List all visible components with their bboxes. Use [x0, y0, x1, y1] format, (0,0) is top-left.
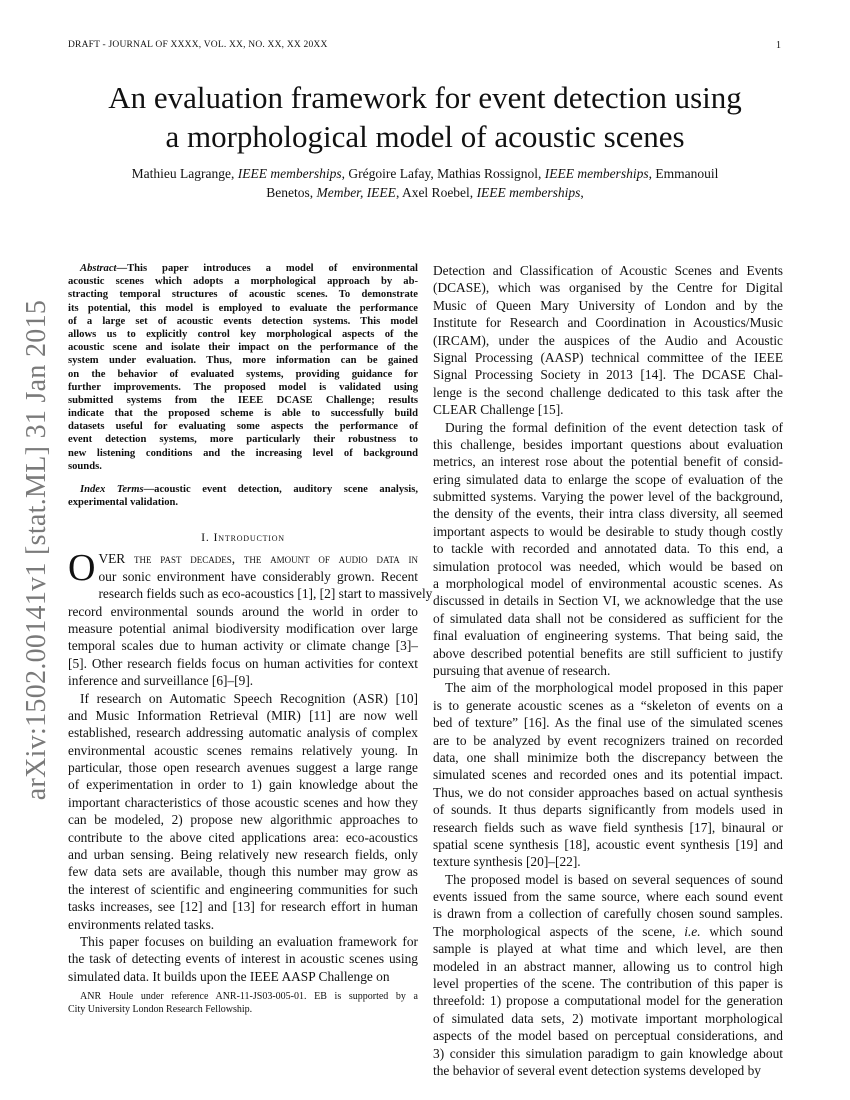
- text-line: final evaluation of engineering systems. That being said, the: [433, 628, 783, 644]
- paragraph: [433, 871, 783, 1080]
- text-line: texture synthesis [20]–[22].: [433, 854, 581, 870]
- text-line: CLEAR Challenge [15].: [433, 402, 564, 418]
- text-line: events issued from the same source, where each sound event: [433, 889, 783, 905]
- text-line: is drawn from a collection of carefully chosen sound samples.: [433, 906, 783, 922]
- author-line: Benetos, Member, IEEE, Axel Roebel, IEEE memberships,: [266, 185, 584, 200]
- text-line: this challenge, besides important questions about evaluation: [433, 436, 783, 452]
- text-line: The proposed model is based on several sequences of sound: [445, 871, 783, 887]
- index-terms-line: Index Terms—acoustic event detection, auditory scene analysis,: [80, 484, 418, 495]
- index-terms-line: experimental validation.: [68, 497, 179, 509]
- text-line: environmental acoustic scenes remains relatively young. In: [68, 742, 418, 758]
- text-line: and Music Information Retrieval (MIR) [11] are now well: [68, 707, 418, 723]
- text-line: the task of detecting events of interest in acoustic scenes using: [68, 951, 418, 967]
- text-line: a morphological model of environmental acoustic scenes. As: [433, 576, 783, 592]
- paragraph: [433, 679, 783, 870]
- text-line: submitted systems. Varying the power level of the background,: [433, 489, 783, 505]
- section-heading: [68, 529, 418, 546]
- text-line: Thus, we do not consider approaches based on actual synthesis: [433, 784, 783, 800]
- text-line: research fields such as eco-acoustics [1], [2] start to massively: [98, 586, 433, 602]
- footnote: [68, 990, 418, 1016]
- text-line: The morphological aspects of the scene, i.e. which sound: [433, 923, 783, 939]
- running-head: DRAFT - JOURNAL OF XXXX, VOL. XX, NO. XX, XX 20XX: [68, 40, 328, 50]
- text-line: established, research addressing automatic analysis of complex: [68, 725, 418, 741]
- text-line: measure potential animal biodiversity modification over large: [68, 620, 418, 636]
- text-line: Signal Processing (AASP) technical committee of the IEEE: [433, 349, 783, 365]
- text-line: is to generate acoustic scenes as a “skeleton of events on a: [433, 697, 783, 713]
- paragraph: [433, 262, 783, 419]
- text-line: modeled in an abstract manner, allowing us to control high: [433, 958, 783, 974]
- text-line: Institute for Research and Coordination in Acoustics/Music: [433, 315, 783, 331]
- text-line: 3) consider this simulation paradigm to gain knowledge about: [433, 1045, 783, 1061]
- paragraph: [433, 419, 783, 680]
- arxiv-identifier[interactable]: arXiv:1502.00141v1 [stat.ML] 31 Jan 2015: [21, 299, 52, 801]
- abstract-line: indicate that the proposed scheme is able to successfully build: [68, 408, 418, 420]
- text-line: temporal scales due to human activity or climate change [3]–: [68, 638, 418, 654]
- text-line: the behavior of several event detection systems developed by: [433, 1062, 761, 1078]
- paper-title: [60, 78, 790, 156]
- text-line: Signal Processing Society in 2013 [14]. The DCASE Chal-: [433, 367, 783, 383]
- text-line: threefold: 1) propose a computational model for the generation: [433, 993, 783, 1009]
- text-line: the interest of scientific and engineering communities for such: [68, 881, 418, 897]
- text-line: aspects of the model based on perceptual considerations, and: [433, 1028, 783, 1044]
- paragraph: [68, 933, 418, 985]
- text-line: Detection and Classification of Acoustic Scenes and Events: [433, 263, 783, 278]
- text-line: particular, those open research avenues suggest a large range: [68, 760, 418, 776]
- text-line: can be modeled, 2) propose new algorithmic approaches to: [68, 812, 418, 828]
- text-line: (IRCAM), under the auspices of the Audio and Acoustic: [433, 332, 783, 348]
- text-line: lenge is the second challenge dedicated to this task after the: [433, 384, 783, 400]
- footnote-line: City University London Research Fellowship.: [68, 1004, 253, 1015]
- section-title: Introduction: [213, 530, 285, 545]
- text-line: of experimentation in order to 1) gain knowledge about the: [68, 777, 418, 793]
- text-line: our sonic environment have considerably grown. Recent: [98, 568, 418, 584]
- abstract-line: new listening conditions and the increasing level of background: [68, 447, 418, 459]
- text-line: This paper focuses on building an evaluation framework for: [80, 933, 418, 949]
- index-terms-label: Index Terms: [80, 484, 144, 495]
- text-line: simulation protocol was needed, which would be based on: [433, 558, 783, 574]
- text-line: research fields such as wave field synthesis [17], binaural or: [433, 819, 783, 835]
- left-column: [68, 262, 433, 985]
- paragraph: [68, 547, 433, 689]
- text-line: During the formal definition of the event detection task of: [445, 419, 783, 435]
- text-line: to tackle with recorded and annotated data. To this end, a: [433, 541, 783, 557]
- abstract-line: Abstract—This paper introduces a model of environmental: [80, 263, 418, 274]
- text-line: tasks increases, see [12] and [13] for research effort in human: [68, 899, 418, 915]
- right-body-text: [433, 262, 783, 1079]
- text-line: above described potential benefits are still sufficient to justify: [433, 645, 783, 661]
- footnote-line: ANR Houle under reference ANR-11-JS03-005-01. EB is supported by a: [80, 991, 418, 1002]
- title-line: An evaluation framework for event detection using: [108, 80, 742, 115]
- abstract-line: submitted systems from the IEEE DCASE Challenge; results: [68, 394, 418, 406]
- abstract-line: event detection systems, more particularly their robustness to: [68, 434, 418, 446]
- arxiv-stamp: [0, 0, 60, 1100]
- text-line: are to be analyzed by event recognizers trained on recorded: [433, 732, 783, 748]
- author-list: [70, 164, 780, 202]
- abstract-line: acoustic scene and isolate their impact on the performance of the: [68, 342, 418, 354]
- index-terms: [68, 483, 418, 509]
- page-number: 1: [776, 40, 781, 51]
- text-line: metrics, an interest rose about the potential benefit of consid-: [433, 454, 783, 470]
- text-line: discussed in details in Section VI, we acknowledge that the use: [433, 593, 783, 609]
- text-line: If research on Automatic Speech Recognition (ASR) [10]: [80, 690, 418, 706]
- text-line: simulated scenes and recorded ones and its potential impact.: [433, 767, 783, 783]
- text-line: Music of Queen Mary University of London and by the: [433, 297, 783, 313]
- right-column: [433, 262, 783, 1079]
- text-line: inference and surveillance [6]–[9].: [68, 673, 254, 689]
- abstract-line: of a large set of acoustic events detection systems. This model: [68, 315, 418, 327]
- title-line: a morphological model of acoustic scenes: [165, 119, 685, 154]
- text-line: ering simulated data to enlarge the scope of evaluation of the: [433, 471, 783, 487]
- text-line: spatial scene synthesis [18], acoustic event synthesis [19] and: [433, 836, 783, 852]
- abstract-line: its potential, this model is employed to evaluate the performance: [68, 302, 418, 314]
- abstract: [68, 262, 418, 473]
- abstract-line: on the behavior of evaluated systems, providing guidance for: [68, 368, 418, 380]
- text-line: bed of texture” [16]. As the final use of the simulated scenes: [433, 715, 783, 731]
- abstract-line: sounds.: [68, 460, 102, 472]
- abstract-line: datasets useful for evaluating some aspects the performance of: [68, 421, 418, 433]
- text-line: important characteristics of those acoustic scenes and how they: [68, 794, 418, 810]
- text-line: important aspects to would be desirable to study though costly: [433, 523, 783, 539]
- drop-cap: O: [68, 547, 96, 590]
- text-line: data, one shall minimize both the discrepancy between the: [433, 749, 783, 765]
- text-line: pursuing that avenue of research.: [433, 662, 611, 678]
- paragraph: [68, 690, 418, 933]
- text-line: of simulated data sets, 2) motivate important morphological: [433, 1010, 783, 1026]
- text-line: the density of the events, their intra class diversity, all seemed: [433, 506, 783, 522]
- text-line: environments related tasks.: [68, 916, 215, 932]
- text-line: contribute to the above cited applications area: eco-acoustics: [68, 829, 418, 845]
- text-line: sample is played at what time and which level, are then: [433, 941, 783, 957]
- text-line: simulated data. It builds upon the IEEE AASP Challenge on: [68, 968, 390, 984]
- text-line: of sounds. It thus departs significantly from models used in: [433, 802, 783, 818]
- abstract-line: stracting temporal structures of acoustic scenes. To demonstrate: [68, 289, 418, 301]
- text-line: record environmental sounds around the world in order to: [68, 603, 418, 619]
- text-line: and urban sensing. Being relatively new research fields, only: [68, 847, 418, 863]
- abstract-line: system under evaluation. Thus, more information can be gained: [68, 355, 418, 367]
- text-line: of simulated data shall not be considered as sufficient for the: [433, 610, 783, 626]
- text-line: [5]. Other research fields focus on human activities for context: [68, 655, 418, 671]
- text-line: level properties of the scene. The contribution of this paper is: [433, 976, 783, 992]
- left-body-text: [68, 547, 433, 985]
- abstract-line: acoustic scenes which adopts a morphological approach by ab-: [68, 276, 418, 288]
- abstract-line: allows us to explicitly control key morphological aspects of the: [68, 328, 418, 340]
- section-number: I.: [201, 530, 210, 545]
- author-line: Mathieu Lagrange, IEEE memberships, Grégoire Lafay, Mathias Rossignol, IEEE memberships, Emmanouil: [131, 166, 719, 181]
- abstract-line: further improvements. The proposed model is validated using: [68, 381, 418, 393]
- abstract-label: Abstract: [80, 263, 117, 274]
- text-line: few data sets are available, though this number may grow as: [68, 864, 418, 880]
- text-line: VER the past decades, the amount of audio data in: [98, 551, 418, 567]
- text-line: The aim of the morphological model proposed in this paper: [445, 680, 783, 696]
- text-line: (DCASE), which was organised by the Centre for Digital: [433, 280, 783, 296]
